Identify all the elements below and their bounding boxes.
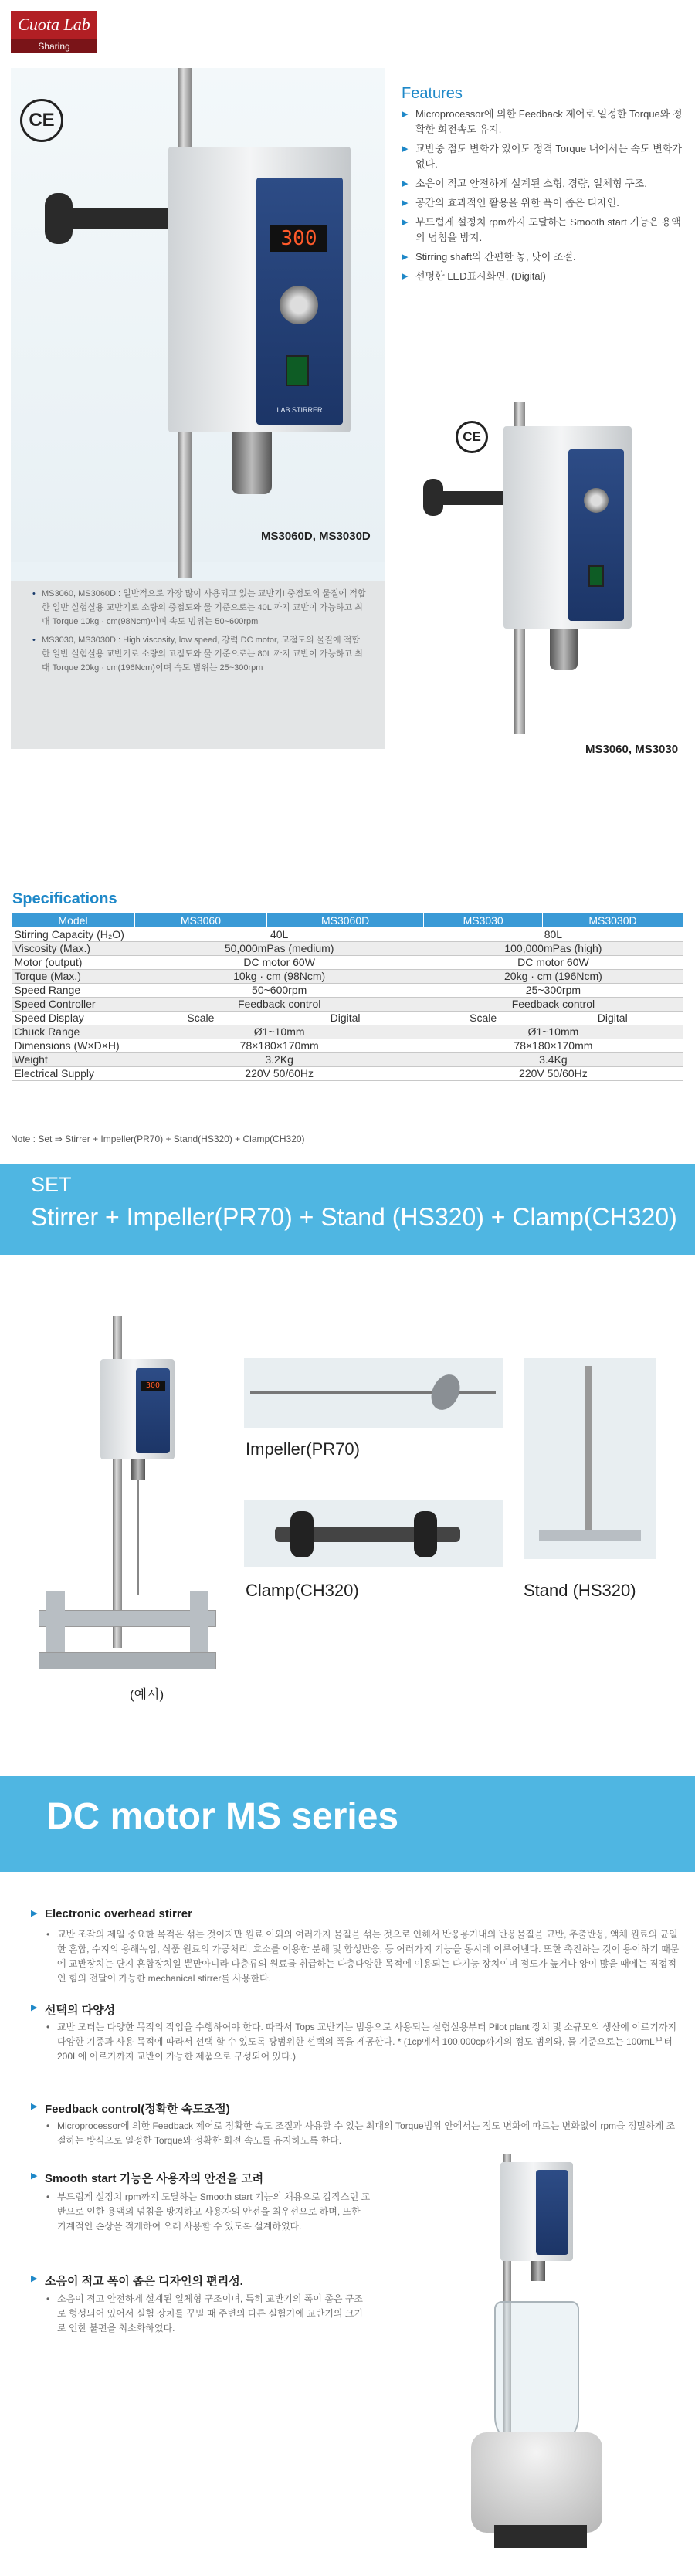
spec-value-3060: 40L: [135, 927, 424, 941]
spec-value-3060: 3.2Kg: [135, 1052, 424, 1066]
spec-header-ms3060: MS3060: [135, 913, 267, 927]
dc-mantle-base: [494, 2525, 587, 2548]
spec-row: [12, 1025, 683, 1039]
spec-header-ms3030: MS3030: [424, 913, 543, 927]
spec-value-3060: DC motor 60W: [135, 955, 424, 969]
hero-notes: [11, 581, 385, 749]
dc-section-heading: ▶ 소음이 적고 폭이 좁은 디자인의 편리성.: [31, 2273, 243, 2289]
brand-sub: Sharing: [11, 39, 97, 53]
hero-caption-large: MS3060D, MS3030D: [261, 530, 371, 543]
spec-value-3060: Ø1~10mm: [135, 1025, 424, 1039]
spec-label: Speed Display: [12, 1011, 135, 1025]
spec-header-row: [12, 913, 683, 927]
set-shaft: [137, 1480, 139, 1595]
dc-section-heading: ▶ 선택의 다양성: [31, 2001, 115, 2018]
feature-item: ▶ 공간의 효과적인 활용을 위한 폭이 좁은 디자인.: [402, 195, 687, 211]
spec-row: [12, 983, 683, 997]
features-list: [402, 107, 687, 288]
set-base-leg-right: [190, 1591, 208, 1660]
stirrer-chuck-small: [550, 629, 578, 670]
feature-item: ▶ 선명한 LED표시화면. (Digital): [402, 269, 687, 284]
spec-note: Note : Set ⇒ Stirrer + Impeller(PR70) + Stand(HS320) + Clamp(CH320): [11, 1134, 305, 1144]
spec-value-3030: Feedback control: [424, 997, 683, 1011]
stirrer-panel-small: [568, 449, 624, 621]
speed-knob-small: [584, 488, 609, 513]
feature-item: ▶ Stirring shaft의 간편한 놓, 낫이 조절.: [402, 249, 687, 265]
feature-item: ▶ Microprocessor에 의한 Feedback 제어로 일정한 Torque와 정확한 회전속도 유지.: [402, 107, 687, 137]
stand-photo: [524, 1358, 656, 1559]
ce-mark: CE: [20, 99, 63, 142]
spec-value-3060: Scale: [135, 1011, 267, 1025]
dc-section-heading: ▶ Electronic overhead stirrer: [31, 1907, 192, 1920]
spec-label: Torque (Max.): [12, 969, 135, 983]
spec-label: Speed Range: [12, 983, 135, 997]
stand-rod: [585, 1366, 592, 1533]
stirrer-chuck: [232, 432, 272, 494]
spec-header-ms3060d: MS3060D: [266, 913, 423, 927]
example-caption: (예시): [130, 1687, 164, 1702]
spec-row: [12, 1039, 683, 1052]
spec-value-3030: Scale: [424, 1011, 543, 1025]
dc-section-body: • Microprocessor에 의한 Feedback 제어로 정확한 속도 조절과 사용할 수 있는 최대의 Torque범위 안에서는 점도 변화에 따르는 변화없이 rpm을 정밀하게 조절하는 방식으로 일정한 Torque와 정확한 회전 속도를 유지하도록 한다.: [46, 2119, 680, 2148]
spec-value-3030: DC motor 60W: [424, 955, 683, 969]
speed-knob: [280, 286, 318, 324]
spec-value-3030: 20kg · cm (196Ncm): [424, 969, 683, 983]
dc-chuck: [531, 2261, 545, 2281]
panel-label: LAB STIRRER: [276, 406, 323, 414]
dc-section-body: • 부드럽게 설정치 rpm까지 도달하는 Smooth start 기능의 채용으로 갑작스런 교반으로 인한 용액의 넘침을 방지하고 사용자의 안전을 최우선으로 하며, 또한 기계적인 손상을 적게하여 오래 사용할 수 있도록 설계하였다.: [46, 2190, 371, 2234]
spec-row: [12, 927, 683, 941]
spec-row: [12, 997, 683, 1011]
brand-name: Cuota Lab: [11, 11, 97, 39]
spec-value-3030: 80L: [424, 927, 683, 941]
spec-value-3060: 10kg · cm (98Ncm): [135, 969, 424, 983]
spec-label: Viscosity (Max.): [12, 941, 135, 955]
ce-mark-small: CE: [456, 421, 488, 453]
spec-row: [12, 955, 683, 969]
stand-base: [539, 1530, 641, 1541]
dc-section-body: • 소음이 적고 안전하게 설계된 일체형 구조이며, 특히 교반기의 폭이 좁은 구조로 형성되어 있어서 실험 장치를 꾸밀 때 주변의 다른 실험기에 교반기의 크기로 인한 불편을 최소화하였다.: [46, 2292, 371, 2336]
impeller-photo: [244, 1358, 503, 1428]
spec-value-3060: Feedback control: [135, 997, 424, 1011]
spec-label: Weight: [12, 1052, 135, 1066]
stand-label: Stand (HS320): [524, 1581, 636, 1600]
lcd-display: 300: [270, 225, 327, 252]
set-chuck: [131, 1459, 145, 1480]
features-title: Features: [402, 85, 463, 102]
clamp-knob-small: [423, 479, 443, 516]
clamp-knob: [45, 193, 73, 244]
dc-reactor-flask: [494, 2301, 579, 2448]
set-base-leg-left: [46, 1591, 65, 1660]
spec-value-3030: 25~300rpm: [424, 983, 683, 997]
set-lcd: 300: [141, 1381, 165, 1391]
brand-logo: [11, 11, 97, 56]
spec-value-3030: 220V 50/60Hz: [424, 1066, 683, 1080]
spec-label: Motor (output): [12, 955, 135, 969]
spec-header-model: Model: [12, 913, 135, 927]
spec-row: [12, 941, 683, 955]
impeller-label: Impeller(PR70): [246, 1439, 360, 1459]
hero-note-item: • MS3060, MS3060D : 일반적으로 가장 많이 사용되고 있는 교반기! 중점도의 물질에 적합한 일반 실험실용 교반기로 소량의 중점도와 물 기준으로는 40L 까지 교반이 가능하고 최대 Torque 10kg · cm(98Ncm)이며 속도 범위는 50~600rpm: [42, 587, 368, 629]
feature-item: ▶ 교반중 점도 변화가 있어도 정격 Torque 내에서는 속도 변화가 없다.: [402, 141, 687, 172]
power-switch: [286, 355, 309, 386]
spec-label: Dimensions (W×D×H): [12, 1039, 135, 1052]
spec-title: Specifications: [12, 890, 117, 907]
set-label: SET: [31, 1173, 72, 1196]
clamp-screw-1: [290, 1511, 314, 1557]
spec-row: [12, 1066, 683, 1080]
stirrer-control-panel: [256, 178, 343, 425]
dc-section-body: • 교반 모터는 다양한 목적의 작업을 수행하여야 한다. 따라서 Tops 교반기는 범용으로 사용되는 실험실용부터 Pilot plant 장치 및 소규모의 생산에 이르기까지 다양한 기종과 사용 목적에 따라서 선택 할 수 있도록 광범위한 선택의 폭을 제공한다. * (1cp에서 100,000cp까지의 점도 범위와, 물 기준으로는 100mL부터 200L에 이르기까지 교반이 가능한 제품으로 구성되어 있다.): [46, 2020, 680, 2064]
spec-value-3060: 50,000mPas (medium): [135, 941, 424, 955]
spec-value-3030: 78×180×170mm: [424, 1039, 683, 1052]
dc-section-heading: ▶ Smooth start 기능은 사용자의 안전을 고려: [31, 2170, 263, 2186]
clamp-label: Clamp(CH320): [246, 1581, 359, 1600]
dc-heating-mantle: [471, 2432, 602, 2533]
spec-header-ms3030d: MS3030D: [542, 913, 683, 927]
dc-title: DC motor MS series: [46, 1796, 399, 1837]
spec-value-3030d: Digital: [542, 1011, 683, 1025]
dc-section-body: • 교반 조작의 제일 중요한 목적은 섞는 것이지만 원료 이외의 여러가지 물질을 섞는 것으로 인해서 반응용기내의 반응물질을 교반, 추출반응, 액체 원료의 균일한 혼합, 수지의 용해녹임, 식품 원료의 가공처리, 효소를 이용한 분해 및 합성반응, 등 여러가지 기능을 동시에 이루어낸다. 또한 촉진하는 것이 용이하기 때문에 교반장치는 단지 혼합장치일 뿐만아니라 다층류의 원료를 취급하는 다층다양한 목적에 이용되는 다기능 장치이며 점도가 높거나 양이 많을 때에는 직접적인 힘의 전달이 가능한 mechanical stirrer를 사용한다.: [46, 1927, 680, 1986]
spec-label: Stirring Capacity (H₂O): [12, 927, 135, 941]
spec-value-3030: Ø1~10mm: [424, 1025, 683, 1039]
hero-note-item: • MS3030, MS3030D : High viscosity, low speed, 강력 DC motor, 고점도의 물질에 적합한 일반 실험실용 교반기로 소량의 고점도와 물 기준으로는 80L 까지 교반이 가능하고 최대 Torque 20kg · cm(196Ncm)이며 속도 범위는 25~300rpm: [42, 633, 368, 675]
spec-value-3030: 100,000mPas (high): [424, 941, 683, 955]
spec-label: Chuck Range: [12, 1025, 135, 1039]
spec-value-3060d: Digital: [266, 1011, 423, 1025]
spec-row: [12, 969, 683, 983]
clamp-arm: [54, 208, 178, 229]
clamp-screw-2: [414, 1511, 437, 1557]
spec-label: Speed Controller: [12, 997, 135, 1011]
dc-section-heading: ▶ Feedback control(정확한 속도조절): [31, 2100, 230, 2117]
set-title: Stirrer + Impeller(PR70) + Stand (HS320) + Clamp(CH320): [31, 1203, 677, 1231]
spec-value-3060: 50~600rpm: [135, 983, 424, 997]
spec-value-3060: 220V 50/60Hz: [135, 1066, 424, 1080]
spec-value-3030: 3.4Kg: [424, 1052, 683, 1066]
hero-caption-small: MS3060, MS3030: [585, 743, 679, 756]
set-base-back: [39, 1652, 216, 1669]
spec-row: [12, 1052, 683, 1066]
set-stirrer-panel: [136, 1368, 170, 1453]
power-switch-small: [588, 565, 604, 587]
spec-table: [11, 913, 683, 1081]
spec-value-3060: 78×180×170mm: [135, 1039, 424, 1052]
clamp-photo: [244, 1500, 503, 1567]
spec-label: Electrical Supply: [12, 1066, 135, 1080]
feature-item: ▶ 소음이 적고 안전하게 설계된 소형, 경량, 일체형 구조.: [402, 176, 687, 192]
impeller-blade: [425, 1370, 465, 1415]
dc-stirrer-panel: [536, 2170, 568, 2255]
spec-row: [12, 1011, 683, 1025]
feature-item: ▶ 부드럽게 설정치 rpm까지 도달하는 Smooth start 기능은 용액의 넘침을 방지.: [402, 215, 687, 246]
